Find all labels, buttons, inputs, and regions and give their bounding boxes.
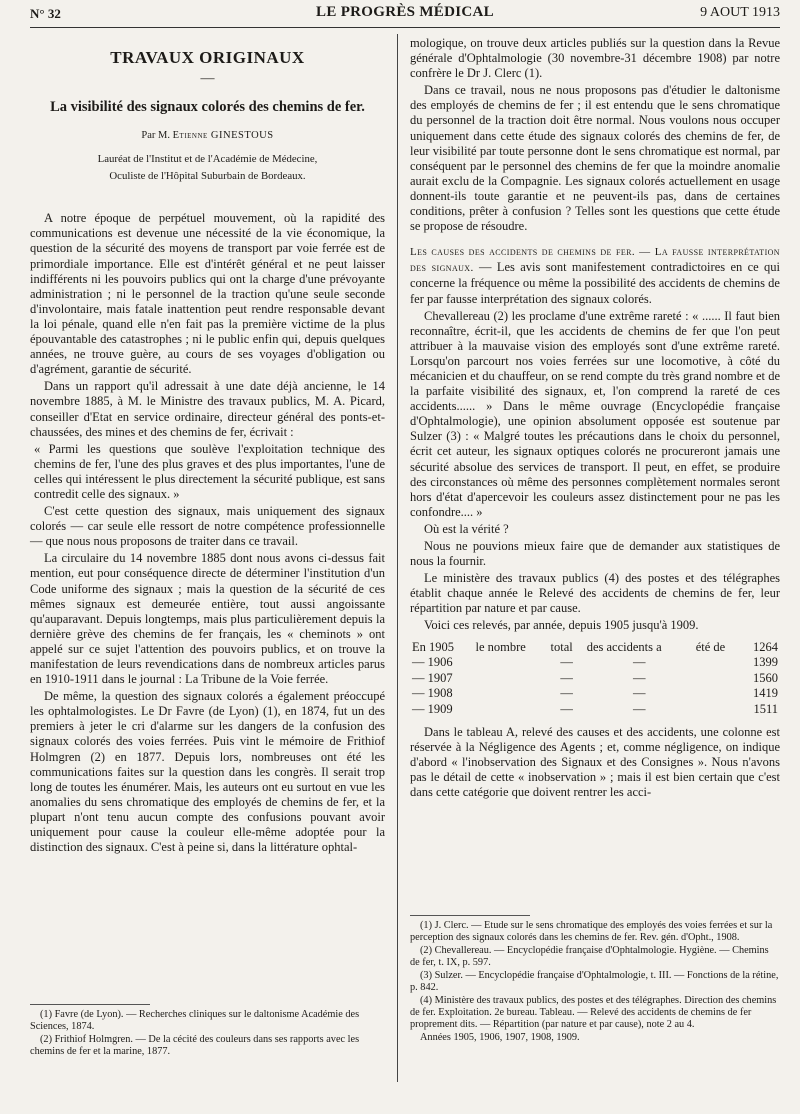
section-heading: Les causes des accidents de chemins de fer. — La fausse interprétation des signaux. — [410, 246, 780, 275]
table-cell: — — [632, 701, 646, 716]
paragraph: C'est cette question des signaux, mais uniquement des signaux colorés — car seule elle ressort de notre compétence professionnelle — que nous nous proposons de traiter dans ce travail. — [30, 504, 385, 549]
table-cell: — — [632, 655, 646, 670]
table-cell: le nombre — [475, 639, 526, 654]
paragraph: Dans le tableau A, relevé des causes et des accidents, une colonne est réservée à la Négligence des Agents ; et, comme négligence, on indique d'abord « l'inobservation des Signaux et des Consignes ». Nous n'avons pas le détail de cette « inobservation » ; mais il est bien certain que c'est dans cette catégorie que doivent rentrer les acci- — [410, 725, 780, 800]
table-cell: 1511 — [753, 701, 778, 716]
paragraph: mologique, on trouve deux articles publiés sur la question dans la Revue générale d'Ophtalmologie (30 novembre-31 décembre 1908) par notre confrère le Dr J. Clerc (1). — [410, 36, 780, 81]
table-row — [410, 655, 780, 671]
footnote: (2) Frithiof Holmgren. — De la cécité des couleurs dans ses rapports avec les chemins de fer et la marine, 1877. — [30, 1034, 360, 1057]
table-cell: été de — [695, 639, 726, 654]
section-text: — Les avis sont manifestement contradictoires en ce qui concerne la fréquence ou même la possibilité des accidents de chemins de fer par fausse interprétation des signaux colorés. — [410, 260, 781, 306]
table-row — [410, 640, 780, 656]
table-row — [410, 702, 780, 718]
column-divider — [397, 34, 398, 1082]
footnote: (3) Sulzer. — Encyclopédie française d'Ophtalmologie, t. III. — Fonctions de la rétine, p. 842. — [410, 970, 779, 993]
right-column — [410, 36, 780, 803]
paragraph: A notre époque de perpétuel mouvement, où la rapidité des communications est devenue une nécessité de la vie économique, la question de la sécurité des moyens de transport par voie ferrée est de primordiale importance. Elle est d'intérêt général et ne peut laisser indifférents ni les pouvoirs publics qui ont la charge d'une prévoyante administration ; ni le personnel de la traction qu'une seule seconde d'involontaire, mais fatale inattention peut rendre responsable devant la loi pénale, quand elle n'en fait pas la première victime de la plus épouvantable des catastrophes ; ni le public enfin qui, depuis quelques années, ne trouve guère, au cours de ses voyages d'obligation ou d'agrément, garantie de sécurité. — [30, 211, 385, 377]
table-cell: des accidents a — [586, 639, 662, 654]
table-cell: — — [560, 670, 573, 685]
title-dash: — — [200, 71, 215, 87]
table-cell: total — [550, 639, 573, 654]
table-cell: 1264 — [753, 639, 778, 654]
section-title: TRAVAUX ORIGINAUX — [110, 48, 305, 67]
table-cell: 1560 — [753, 670, 778, 685]
footnote: (4) Ministère des travaux publics, des postes et des télégraphes. Direction des chemins de fer. Exploitation. 2e bureau. Tableau. — Relevé des accidents de chemins de fer proprement dits. — Répartition (par nature et par cause), note 2 au 4. — [410, 995, 777, 1030]
affiliation-line-1: Lauréat de l'Institut et de l'Académie de Médecine, — [97, 153, 318, 166]
section-paragraph — [410, 244, 780, 306]
table-row — [410, 686, 780, 702]
table-cell: — — [560, 686, 573, 701]
table-cell: — — [560, 701, 573, 716]
journal-title: LE PROGRÈS MÉDICAL — [316, 4, 494, 20]
paragraph: Voici ces relevés, par année, depuis 1905 jusqu'à 1909. — [424, 618, 699, 633]
footnote: (1) Favre (de Lyon). — Recherches cliniques sur le daltonisme Académie des Sciences, 1874. — [30, 1009, 360, 1032]
paragraph: Dans un rapport qu'il adressait à une date déjà ancienne, le 14 novembre 1885, à M. le Ministre des travaux publics, M. A. Picard, conseiller d'Etat en service ordinaire, directeur général des ponts-et-chaussées, des mines et des chemins de fer, écrivait : — [30, 379, 385, 439]
byline-prefix: Par M. — [141, 130, 170, 142]
accident-stats-table — [410, 640, 780, 718]
footnote-rule — [410, 915, 530, 916]
issue-date: 9 AOUT 1913 — [700, 5, 780, 20]
table-cell: — 1908 — [412, 686, 453, 701]
author-name: Etienne GINESTOUS — [172, 130, 274, 142]
issue-number: N° 32 — [30, 6, 61, 21]
footnote-rule — [30, 1004, 150, 1005]
table-cell: — — [560, 655, 573, 670]
left-footnotes — [30, 992, 385, 1059]
table-cell: — 1907 — [412, 670, 453, 685]
paragraph: Nous ne pouvions mieux faire que de demander aux statistiques de nous la fournir. — [410, 539, 780, 569]
right-footnotes — [410, 903, 780, 1045]
table-cell: En 1905 — [412, 639, 455, 654]
table-cell: — — [632, 670, 646, 685]
left-column — [30, 38, 385, 857]
paragraph: Dans ce travail, nous ne nous proposons pas d'étudier le daltonisme des employés de chemins de fer ; il est entendu que le sens chromatique du personnel de la traction doit être normal. Nous voulons nous occuper uniquement dans cette étude des signaux colorés des chemins de fer, de leur visibilité par toute personne dont le sens chromatique est normal, par conséquent par le personnel des chemins de fer que la moindre anomalie aurait exclu de la Compagnie. Les signaux colorés actuellement en usage donnent-ils toute garantie et ne peuvent-ils pas, dans de certaines conditions, prêter à confusion ? Telles sont les questions que cette étude se propose de résoudre. — [410, 83, 780, 234]
quotation: « Parmi les questions que soulève l'exploitation technique des chemins de fer, l'une des plus graves et des plus importantes, l'une de celles qui intéressent le plus directement la sécurité publique, est sans contredit celle des signaux. » — [34, 441, 385, 501]
page-header — [30, 4, 780, 26]
paragraph: Chevallereau (2) les proclame d'une extrême rareté : « ...... Il faut bien reconnaître, écrit-il, que les accidents de chemins de fer que l'on peut attribuer à la mauvaise vision des employés sont d'une extrême rareté. Lorsqu'on parcourt nos voies ferrées sur une locomotive, à côté du mécanicien et du chauffeur, on se rend compte du très grand nombre et de la parfaite visibilité des signaux, et, l'on comprend la rareté de ces accidents...... » Dans le même ouvrage (Encyclopédie française d'Ophtalmologie), une opinion absolument opposée est soutenue par Sulzer (3) : « Malgré toutes les précautions dans le choix du personnel, écrit cet auteur, les signaux optiques colorés ne procureront jamais une sécurité absolue des services de transport. Il peut, en effet, se produire des circonstances où même des personnes complètement normales seront hors d'état d'apercevoir les couleurs assez distinctement pour ne pas les confondre.... » — [410, 308, 780, 519]
footnote: (2) Chevallereau. — Encyclopédie française d'Ophtalmologie. Hygiène. — Chemins de fer, t. IX, p. 597. — [410, 945, 769, 968]
paragraph: Où est la vérité ? — [424, 521, 509, 536]
byline — [30, 128, 385, 143]
paragraph: La circulaire du 14 novembre 1885 dont nous avons ci-dessus fait mention, eut pour conséquence directe de déterminer l'institution d'un Code uniforme des signaux ; mais la question de la sécurité de ces mêmes signaux est demeurée entière, tout aussi angoissante qu'auparavant. Depuis longtemps, mais plus particulièrement depuis la dernière grève des chemins de fer français, les « cheminots » ont appelé sur ce sujet l'attention des pouvoirs publics, et on trouve la manifestation de leurs revendications dans de nombreux articles parus en 1910-1911 dans le journal : La Tribune de la Voie ferrée. — [30, 551, 385, 687]
table-cell: 1399 — [753, 655, 778, 670]
footnote: (1) J. Clerc. — Etude sur le sens chromatique des employés des voies ferrées et sur la perception des signaux colorés dans les chemins de fer. Rev. gén. d'Opht., 1908. — [410, 920, 773, 943]
paragraph: De même, la question des signaux colorés a également préoccupé les ophtalmologistes. Le Dr Favre (de Lyon) (1), en 1874, fut un des premiers à jeter le cri d'alarme sur les dangers de la confusion des signaux colorés des voies ferrées. Puis vint le mémoire de Frithiof Holmgren (2) en 1877. Depuis lors, nombreuses ont été les communications faites sur la question dans les congrès. Il serait trop long de toutes les énumérer. Mais, les auteurs ont eu surtout en vue les anomalies du sens chromatique des employés de chemins de fer, et la plupart n'ont tenu aucun compte des confusions pouvant avoir uniquement pour cause la couleur elle-même adoptée pour la distinction des signaux. C'est à peine si, dans la littérature ophtal- — [30, 689, 385, 855]
paragraph: Le ministère des travaux publics (4) des postes et des télégraphes établit chaque année le Relevé des accidents de chemins de fer, leur répartition par nature et par cause. — [410, 571, 780, 616]
affiliation — [30, 151, 385, 185]
table-row — [410, 671, 780, 687]
table-cell: — 1906 — [412, 655, 453, 670]
table-cell: — 1909 — [412, 701, 453, 716]
header-rule — [30, 27, 780, 28]
affiliation-line-2: Oculiste de l'Hôpital Suburbain de Bordeaux. — [109, 170, 306, 183]
table-cell: — — [632, 686, 646, 701]
table-cell: 1419 — [753, 686, 778, 701]
footnote: Années 1905, 1906, 1907, 1908, 1909. — [420, 1032, 580, 1043]
article-title: La visibilité des signaux colorés des chemins de fer. — [50, 99, 365, 116]
